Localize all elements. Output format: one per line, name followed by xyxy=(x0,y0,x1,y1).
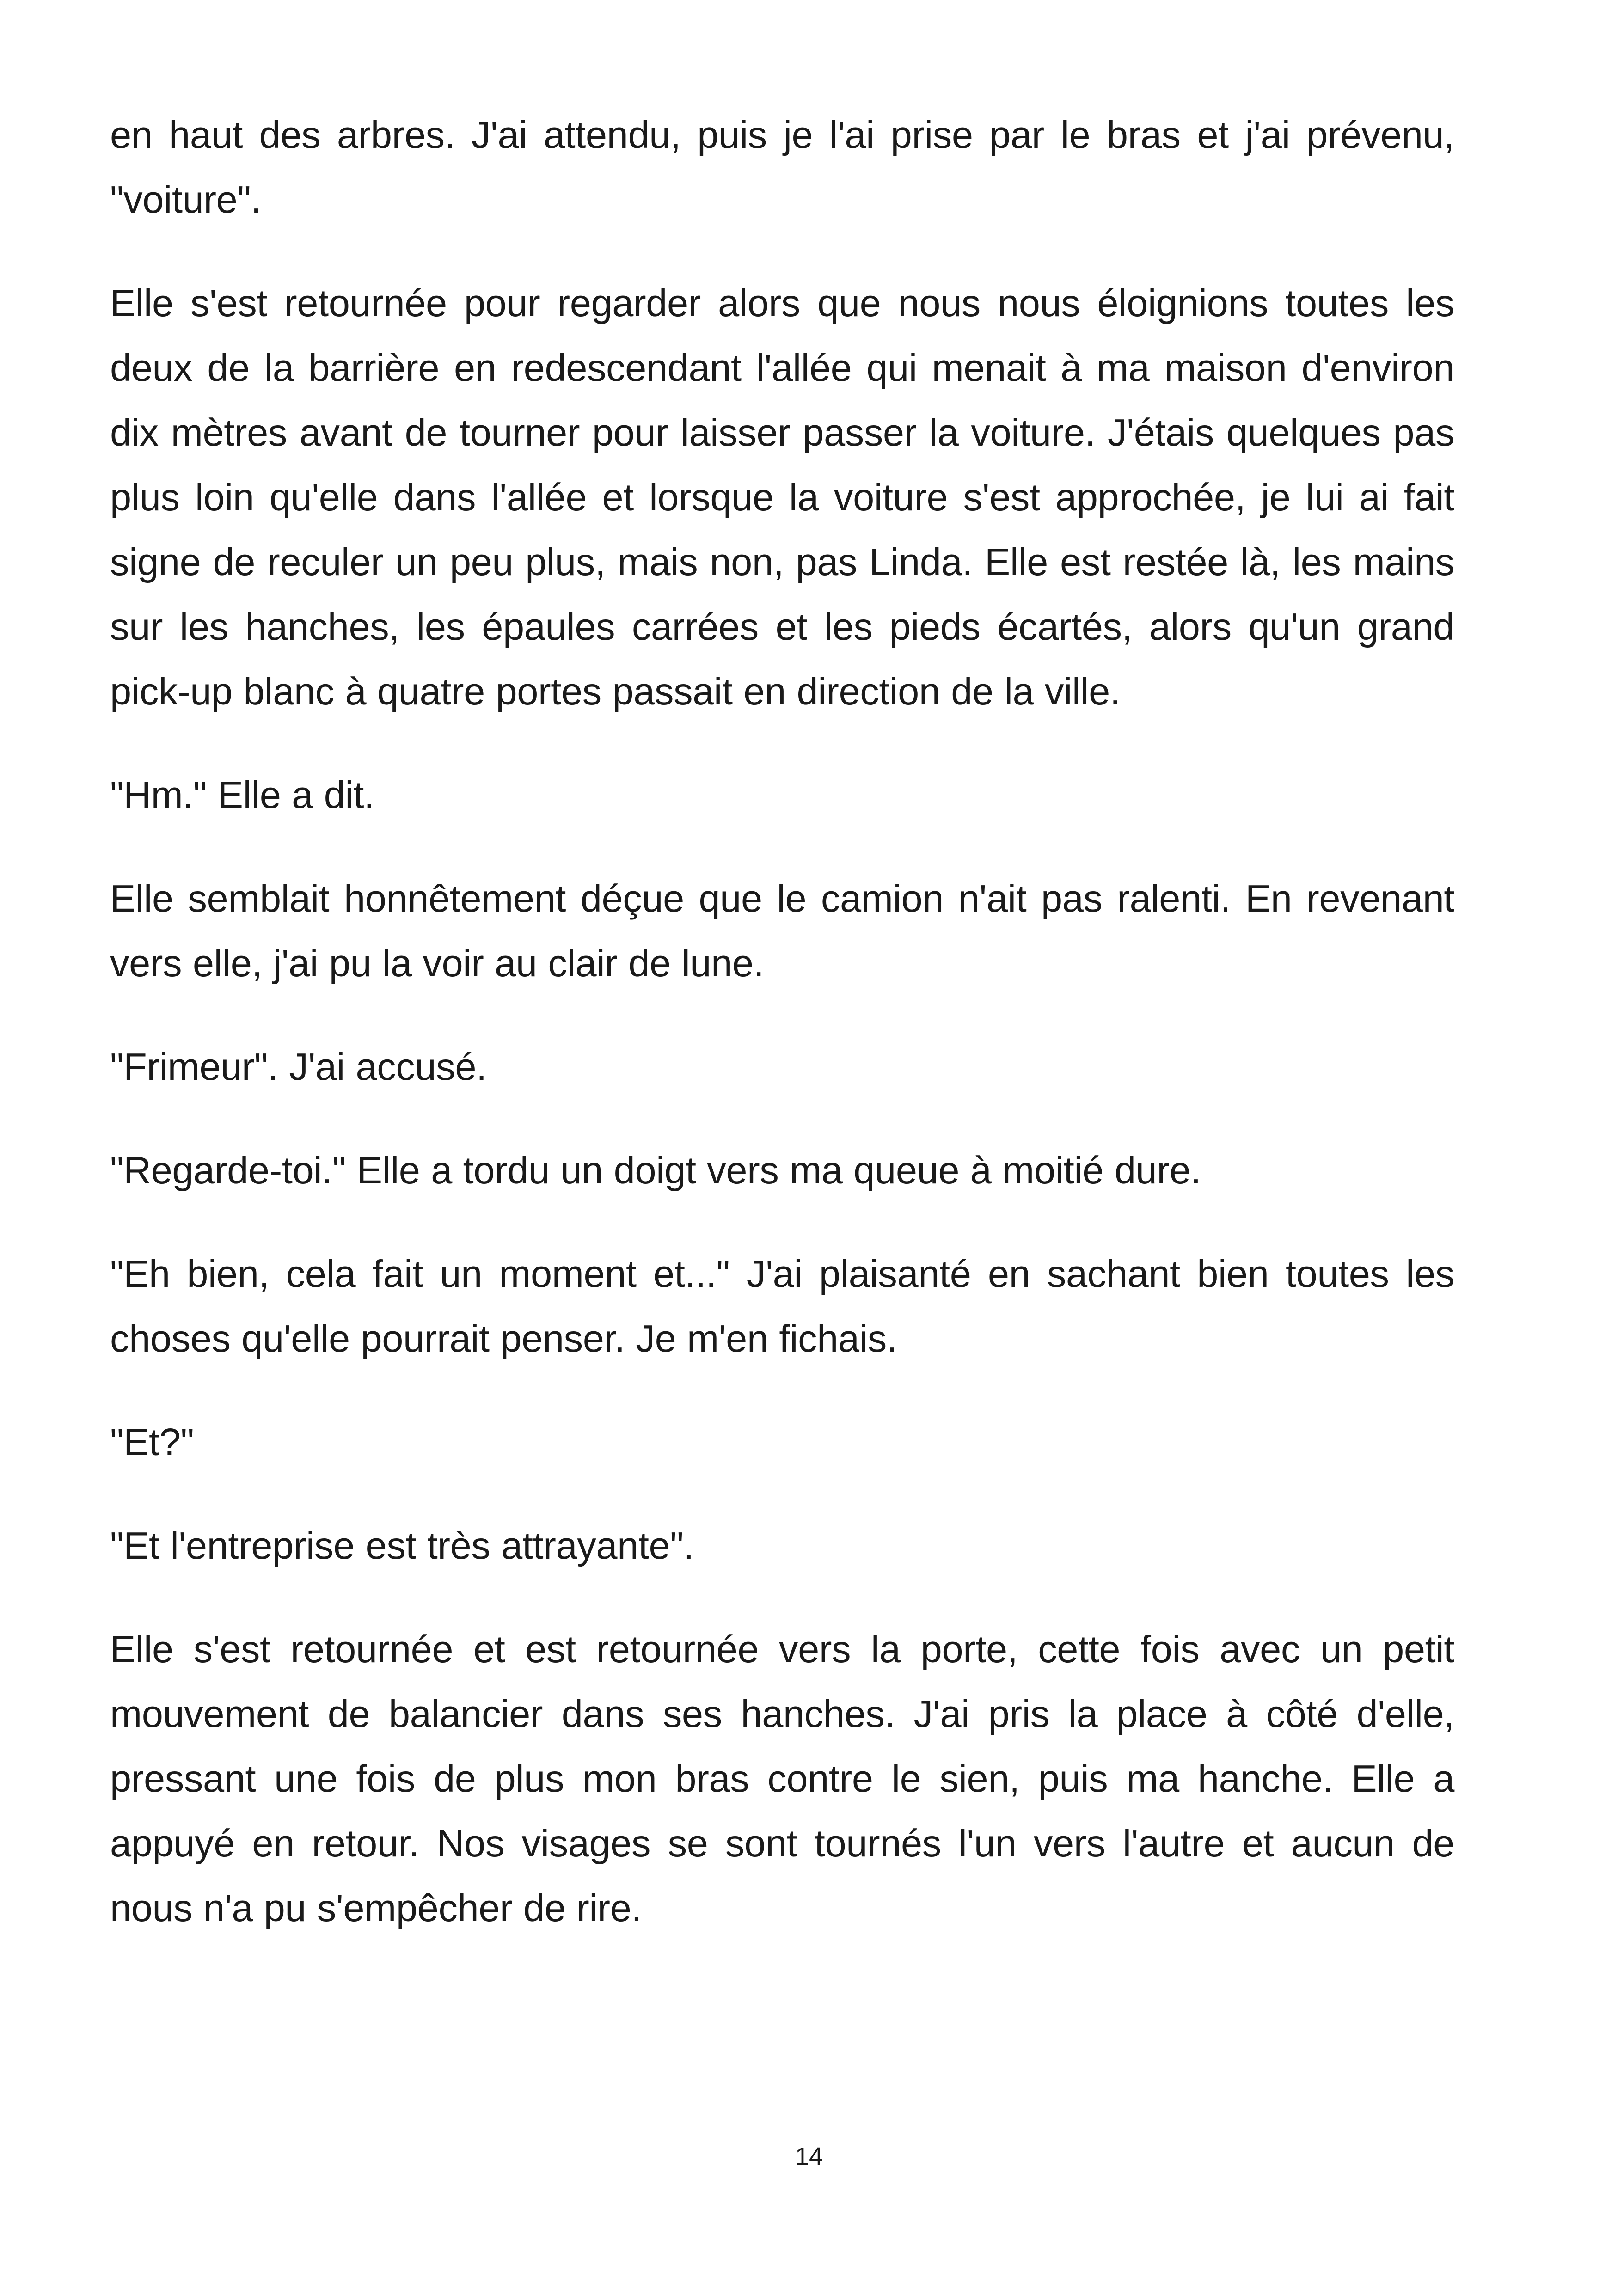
paragraph: Elle semblait honnêtement déçue que le camion n'ait pas ralenti. En revenant vers elle, j'ai pu la voir au clair de lune. xyxy=(110,877,1454,985)
paragraph: "Hm." Elle a dit. xyxy=(110,773,374,816)
paragraph: en haut des arbres. J'ai attendu, puis je l'ai prise par le bras et j'ai prévenu, "voiture". xyxy=(110,113,1454,221)
paragraph: "Regarde-toi." Elle a tordu un doigt vers ma queue à moitié dure. xyxy=(110,1149,1201,1192)
page-number: 14 xyxy=(795,2143,823,2170)
paragraph: "Frimeur". J'ai accusé. xyxy=(110,1045,487,1088)
paragraph: Elle s'est retournée pour regarder alors que nous nous éloignions toutes les deux de la barrière en redescendant l'allée qui menait à ma maison d'environ dix mètres avant de tourner pour laisser passer la voiture. J'étais quelques pas plus loin qu'elle dans l'allée et lorsque la voiture s'est approchée, je lui ai fait signe de reculer un peu plus, mais non, pas Linda. Elle est restée là, les mains sur les hanches, les épaules carrées et les pieds écartés, alors qu'un grand pick-up blanc à quatre portes passait en direction de la ville. xyxy=(110,282,1454,713)
paragraph: Elle s'est retournée et est retournée vers la porte, cette fois avec un petit mouvement de balancier dans ses hanches. J'ai pris la place à côté d'elle, pressant une fois de plus mon bras contre le sien, puis ma hanche. Elle a appuyé en retour. Nos visages se sont tournés l'un vers l'autre et aucun de nous n'a pu s'empêcher de rire. xyxy=(110,1628,1454,1929)
paragraph: "Eh bien, cela fait un moment et..." J'ai plaisanté en sachant bien toutes les choses qu'elle pourrait penser. Je m'en fichais. xyxy=(110,1252,1454,1360)
paragraph: "Et?" xyxy=(110,1420,194,1463)
text-body xyxy=(110,103,1454,1979)
paragraph: "Et l'entreprise est très attrayante". xyxy=(110,1524,694,1567)
